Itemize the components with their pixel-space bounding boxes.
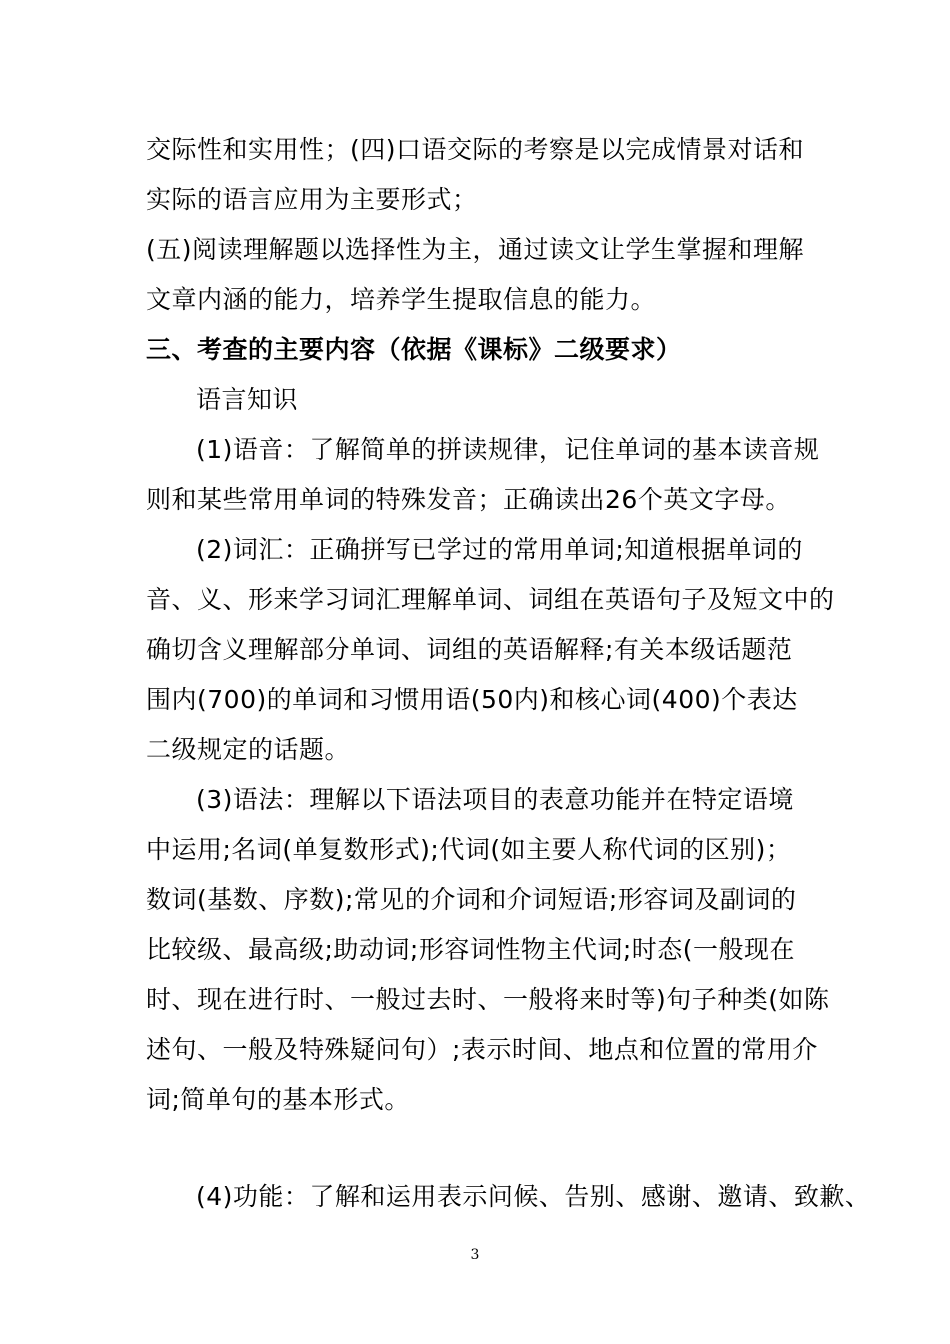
- body-text-line: 实际的语言应用为主要形式；: [146, 185, 478, 214]
- body-text-line: (五)阅读理解题以选择性为主，通过读文让学生掌握和理解: [146, 235, 805, 264]
- body-text-line: 文章内涵的能力，培养学生提取信息的能力。: [146, 285, 657, 314]
- body-text-line: (1)语音：了解简单的拼读规律，记住单词的基本读音规: [196, 435, 820, 464]
- body-text-line: 则和某些常用单词的特殊发音；正确读出26个英文字母。: [146, 485, 791, 514]
- body-text-line: 确切含义理解部分单词、词组的英语解释;有关本级话题范: [146, 635, 793, 664]
- body-text-line: 时、现在进行时、一般过去时、一般将来时等)句子种类(如陈: [146, 985, 830, 1014]
- body-text-line: 述句、一般及特殊疑问句）;表示时间、地点和位置的常用介: [146, 1035, 818, 1064]
- body-text-line: 音、义、形来学习词汇理解单词、词组在英语句子及短文中的: [146, 585, 835, 614]
- body-text-line: (2)词汇：正确拼写已学过的常用单词;知道根据单词的: [196, 535, 803, 564]
- body-text-line: 围内(700)的单词和习惯用语(50内)和核心词(400)个表达: [146, 685, 798, 714]
- subsection-heading: 语言知识: [196, 385, 299, 414]
- page-number: 3: [470, 1247, 480, 1263]
- body-text-line: (3)语法：理解以下语法项目的表意功能并在特定语境: [196, 785, 794, 814]
- body-text-line: (4)功能：了解和运用表示问候、告别、感谢、邀请、致歉、: [196, 1182, 871, 1211]
- body-text-line: 数词(基数、序数);常见的介词和介词短语;形容词及副词的: [146, 885, 797, 914]
- body-text-line: 交际性和实用性；(四)口语交际的考察是以完成情景对话和: [146, 135, 805, 164]
- body-text-line: 比较级、最高级;助动词;形容词性物主代词;时态(一般现在: [146, 935, 796, 964]
- section-heading: 三、考查的主要内容（依据《课标》二级要求）: [146, 335, 682, 364]
- body-text-line: 词;简单句的基本形式。: [146, 1085, 410, 1114]
- body-text-line: 中运用;名词(单复数形式);代词(如主要人称代词的区别)；: [146, 835, 792, 864]
- body-text-line: 二级规定的话题。: [146, 735, 351, 764]
